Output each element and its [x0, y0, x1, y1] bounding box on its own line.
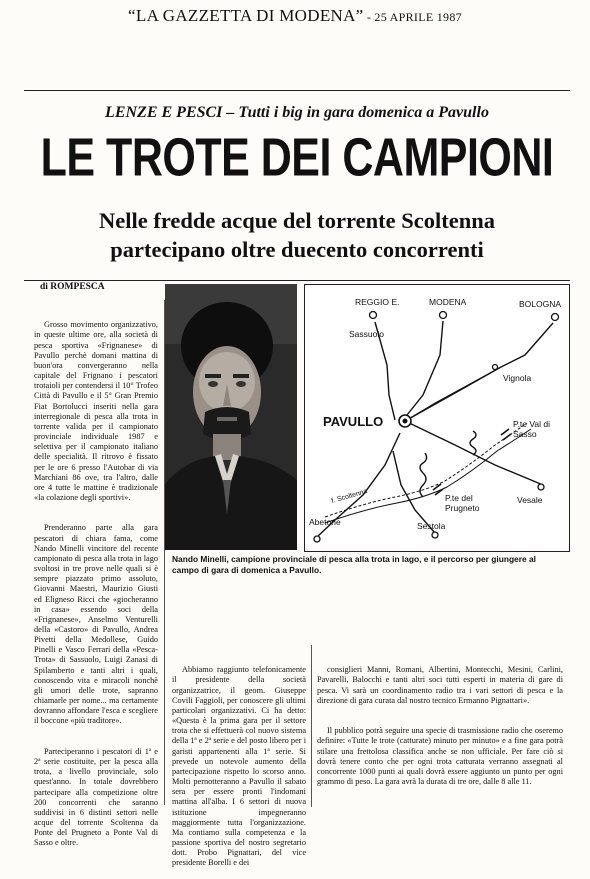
- article-column-3: [317, 645, 566, 797]
- map-label-modena: MODENA: [429, 297, 467, 307]
- article-subhead: [24, 206, 570, 264]
- paragraph: Parteciperanno i pescatori di 1ª e 2ª serie costituite, per la pesca alla trota, a livello provinciale, solo quest'anno. In totale dovrebbero partecipare alla competizione oltre 200 concorrenti che saranno suddivisi in 6 distinti settori nelle acque del torrente Scoltenna da Ponte del Prugneto a Ponte Val di Sasso e oltre.: [34, 746, 161, 848]
- paragraph: Prenderanno parte alla gara pescatori di chiara fama, come Nando Minelli vincitore del recente campionato di pesca alla trota in lago svoltosi in tre prove nelle quali si è sempre piazzato primo assoluto, Giovanni Maestri, Maurizio Giusti ed Eligneso Ricci che «giocheranno in casa» essendo soci della «Frignanese», Anselmo Venturelli della «Castoro» di Pavullo, Andrea Pivetti della Medollese, Guido Pinelli e Vasco Ferrari della «Pesca-Trota» di Sassuolo, Luigi Zanasi di Spilamberto e tanti altri i quali, conoscendo vita e miracoli nonchè gli umori delle trote, sapranno chiamarle per nome... ma certamente dovranno affondare l'esca e scegliere il boccone «più traditore».: [34, 523, 161, 726]
- map-label-ponte-val-di-sasso: P.te Val di Sasso: [513, 419, 551, 439]
- byline-divider: [24, 280, 570, 281]
- masthead: [0, 6, 590, 26]
- column-divider: [311, 645, 312, 807]
- paragraph: Il pubblico potrà seguire una specie di trasmissione radio che oseremo definire: «Tutte le trote (catturate) minuto per minuto» e a fine gara potrà stilare una frettolosa classifica anche se non ufficiale. Per fare ciò si dovrà tenere conto che per ogni trota catturata verranno assegnati al concorrente 1000 punti ai quali dovrà essere aggiunto un punto per ogni grammo di peso. La gara avrà la durata di tre ore, dalle 8 alle 11.: [317, 726, 566, 787]
- map-label-abetone: Abetone: [309, 517, 341, 527]
- article-kicker: LENZE E PESCI – Tutti i big in gara domenica a Pavullo: [105, 104, 489, 121]
- article-column-1: [34, 300, 161, 859]
- subhead-line-2: partecipano oltre duecento concorrenti: [110, 237, 484, 262]
- map-label-sestola: Sestola: [417, 521, 446, 531]
- byline: di ROMPESCA: [40, 282, 105, 292]
- paragraph: Abbiamo raggiunto telefonicamente il presidente della società organizzatrice, il geom. Giuseppe Covili Faggioli, per conoscere gli ultimi particolari organizzativi. Ci ha detto: «Questa è la prima gara per il settore trota che si effettuerà col nuovo sistema della 1ª e 2ª serie e del posto libero per i garisti appartenenti alla 1ª serie. Si prevede un notevole aumento della partecipazione rispetto lo scorso anno. Molti pernotteranno a Pavullo il sabato sera per essere pronti l'indomani mattina all'alba. I 6 settori di nuova istituzione impegneranno maggiormente tutta l'organizzazione. Ma contiamo sulla competenza e la passione sportiva del nostro segretario dott. Probo Pignattari, del vice presidente Borelli e dei: [172, 665, 309, 868]
- portrait-photo: [165, 284, 297, 550]
- photo-caption: Nando Minelli, campione provinciale di pesca alla trota in lago, e il percorso per giungere al campo di gara di domenica a Pavullo.: [172, 554, 536, 575]
- route-map: [304, 284, 570, 552]
- map-label-ponte-prugneto: P.te del Prugneto: [445, 493, 480, 513]
- issue-date: - 25 APRILE 1987: [363, 10, 462, 24]
- newspaper-name: “LA GAZZETTA DI MODENA”: [128, 6, 364, 25]
- article-column-2: [172, 645, 309, 879]
- map-label-reggio: REGGIO E.: [355, 297, 400, 307]
- map-label-sassuolo: Sassuolo: [349, 329, 384, 339]
- paragraph: Grosso movimento organizzativo, in queste ultime ore, alla società di pesca sportiva «Frignanese» di Pavullo perchè domani mattina di buon'ora convergeranno nella capitale del Frignano i pescatori trotaioli per contendersi il 10° Trofeo Città di Pavullo e il 5° Gran Premio Fiat Bortolucci inseriti nella gara interregionale di pesca alla trota in torrente valida per il campionato provinciale individuale 1987 e selettiva per il campionato italiano delle specialità. Il ritrovo è fissato per le ore 6 presso l'Autobar di via Marchiani 86 ove, tra l'altro, dalle ore 4 tutte le mattine è tradizionale «la colazione degli sportivi».: [34, 320, 161, 502]
- map-label-pavullo: PAVULLO: [323, 414, 384, 429]
- article-headline: LE TROTE DEI CAMPIONI: [40, 128, 554, 188]
- map-label-bologna: BOLOGNA: [519, 299, 562, 309]
- map-label-scoltenna: f. Scoltenna: [330, 488, 369, 505]
- portrait-illustration: [165, 284, 297, 550]
- map-label-vignola: Vignola: [503, 373, 532, 383]
- paragraph: consiglieri Manni, Romani, Albertini, Montecchi, Mesini, Carlini, Pavarelli, Balocchi e tanti altri soci tutti esperti in materia di gare di pesca. Vi sarà un coordinamento radio tra i vari settori di pesca e la direzione di gara curata dal nostro tecnico Ermanno Pignattari».: [317, 665, 566, 705]
- subhead-line-1: Nelle fredde acque del torrente Scoltenna: [99, 208, 495, 233]
- map-label-vesale: Vesale: [517, 495, 543, 505]
